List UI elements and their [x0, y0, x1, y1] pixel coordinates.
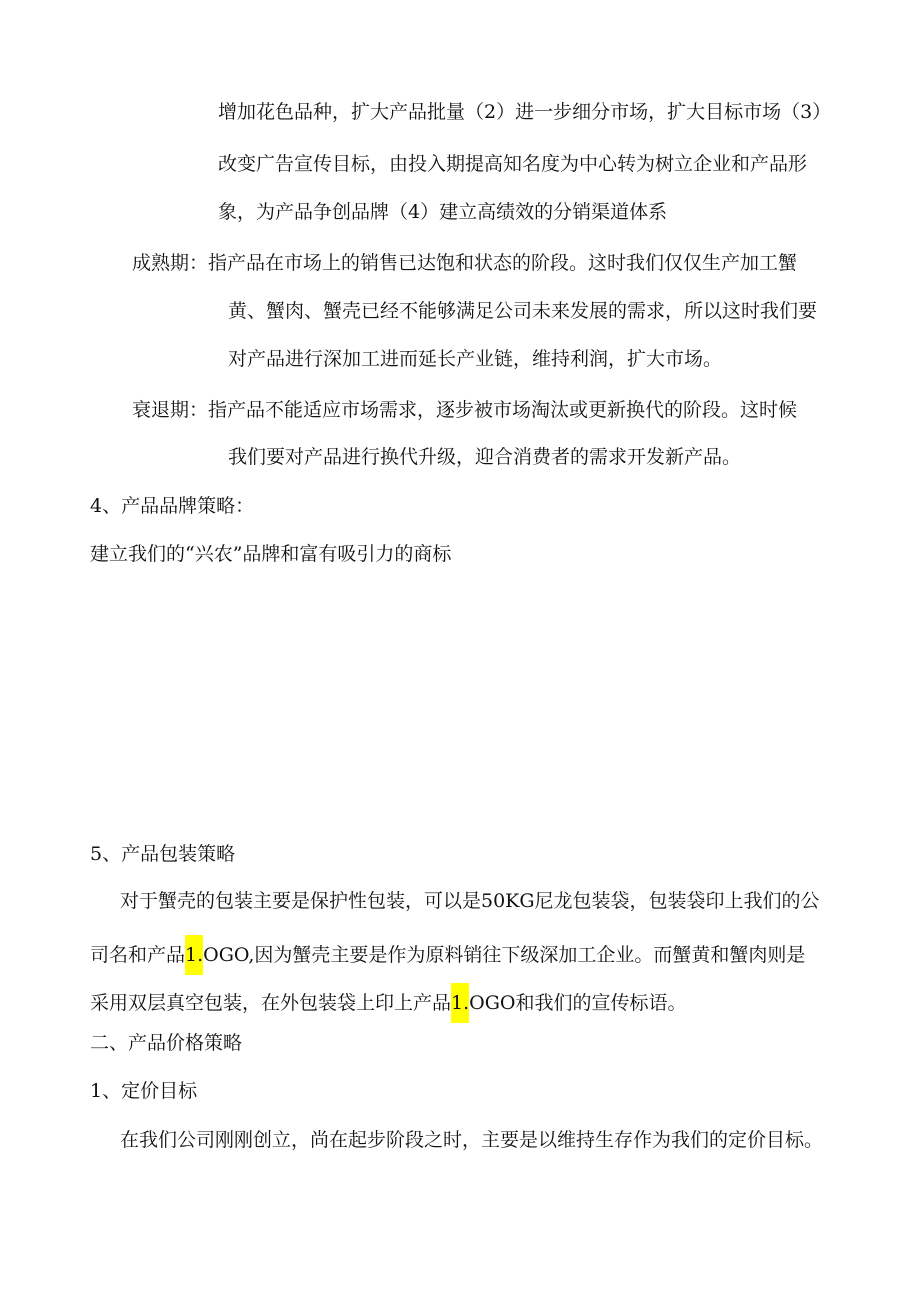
packaging-line-3-pre: 采用双层真空包装，在外包装袋上印上产品 — [90, 992, 452, 1014]
pricing-body: 在我们公司刚刚创立，尚在起步阶段之时，主要是以维持生存作为我们的定价目标。 — [120, 1129, 824, 1151]
maturity-line-2: 黄、蟹肉、蟹壳已经不能够满足公司未来发展的需求，所以这时我们要 — [228, 300, 818, 322]
packaging-line-3 — [90, 983, 687, 1023]
maturity-line-1: 成熟期：指产品在市场上的销售已达饱和状态的阶段。这时我们仅仅生产加工蟹 — [132, 252, 798, 274]
growth-line-2: 改变广告宣传目标，由投入期提高知名度为中心转为树立企业和产品形 — [218, 153, 808, 175]
highlight-mark: 1. — [451, 983, 469, 1023]
pricing-subheading: 1、定价目标 — [90, 1080, 198, 1102]
packaging-line-2-post: OGO,因为蟹壳主要是作为原料销往下级深加工企业。而蟹黄和蟹肉则是 — [203, 944, 806, 966]
maturity-line-3: 对产品进行深加工进而延长产业链，维持利润，扩大市场。 — [228, 348, 723, 370]
packaging-heading: 5、产品包装策略 — [90, 843, 236, 865]
brand-body: 建立我们的“兴农”品牌和富有吸引力的商标 — [90, 543, 452, 565]
pricing-heading: 二、产品价格策略 — [90, 1032, 243, 1054]
packaging-line-3-post: OGO和我们的宣传标语。 — [469, 992, 687, 1014]
packaging-line-2-pre: 司名和产品 — [90, 944, 186, 966]
highlight-mark: 1. — [185, 935, 203, 975]
decline-line-2: 我们要对产品进行换代升级，迎合消费者的需求开发新产品。 — [228, 446, 742, 468]
growth-line-1: 增加花色品种，扩大产品批量（2）进一步细分市场，扩大目标市场（3） — [218, 101, 832, 123]
decline-line-1: 衰退期：指产品不能适应市场需求，逐步被市场淘汰或更新换代的阶段。这时候 — [132, 399, 798, 421]
packaging-line-1: 对于蟹壳的包装主要是保护性包装，可以是50KG尼龙包装袋，包装袋印上我们的公 — [120, 890, 820, 912]
growth-line-3: 象，为产品争创品牌（4）建立高绩效的分销渠道体系 — [218, 201, 668, 223]
brand-heading: 4、产品品牌策略： — [90, 495, 255, 517]
packaging-line-2 — [90, 935, 805, 975]
